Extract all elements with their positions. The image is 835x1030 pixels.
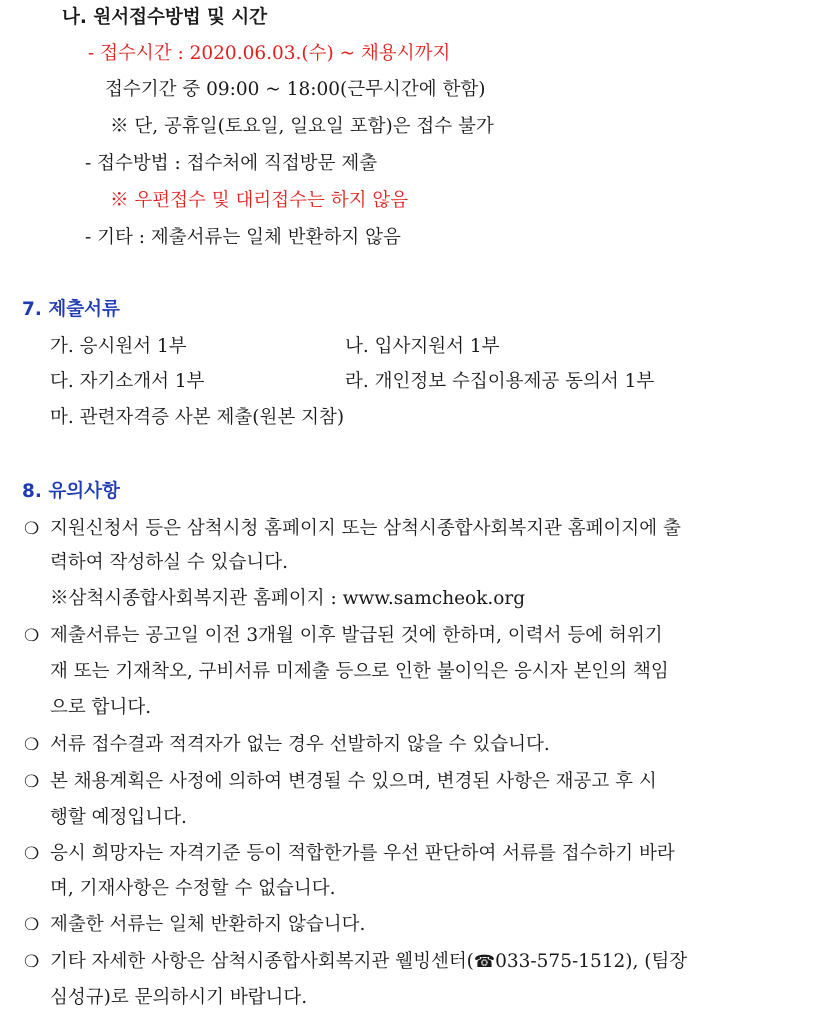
document-item: 가. 응시원서 1부 (50, 336, 187, 357)
note-text: 제출한 서류는 일체 반환하지 않습니다. (50, 914, 366, 935)
note-continuation: 력하여 작성하실 수 있습니다. (50, 552, 288, 573)
circle-bullet-icon: ❍ (24, 735, 40, 755)
circle-bullet-icon: ❍ (24, 772, 40, 792)
note-continuation: 행할 예정입니다. (50, 807, 187, 828)
note-item (24, 913, 365, 937)
section7-title: 7. 제출서류 (22, 299, 120, 320)
section8-title: 8. 유의사항 (22, 481, 120, 502)
circle-bullet-icon: ❍ (24, 952, 40, 972)
phone-icon: ☎ (473, 952, 496, 972)
reception-period-line: 접수기간 중 09:00 ~ 18:00(근무시간에 한함) (105, 79, 486, 100)
note-text: 지원신청서 등은 삼척시청 홈페이지 또는 삼척시종합사회복지관 홈페이지에 출 (50, 518, 681, 539)
note-text: 기타 자세한 사항은 삼척시종합사회복지관 웰빙센터( (50, 951, 474, 972)
note-continuation: 며, 기재사항은 수정할 수 없습니다. (50, 878, 336, 899)
document-item: 나. 입사지원서 1부 (345, 336, 500, 357)
circle-bullet-icon: ❍ (24, 844, 40, 864)
note-text: 응시 희망자는 자격기준 등이 적합한가를 우선 판단하여 서류를 접수하기 바라 (50, 843, 675, 864)
circle-bullet-icon: ❍ (24, 915, 40, 935)
note-continuation: 심성규)로 문의하시기 바랍니다. (50, 987, 308, 1008)
circle-bullet-icon: ❍ (24, 519, 40, 539)
note-item (24, 517, 681, 541)
reception-method-line: - 접수방법 : 접수처에 직접방문 제출 (85, 153, 378, 174)
document-item: 라. 개인정보 수집이용제공 동의서 1부 (345, 371, 655, 392)
note-text: 본 채용계획은 사정에 의하여 변경될 수 있으며, 변경된 사항은 재공고 후 시 (50, 771, 657, 792)
note-continuation: 재 또는 기재착오, 구비서류 미제출 등으로 인한 불이익은 응시자 본인의 책임 (50, 661, 669, 682)
note-text: 서류 접수결과 적격자가 없는 경우 선발하지 않을 수 있습니다. (50, 734, 550, 755)
holiday-note: ※ 단, 공휴일(토요일, 일요일 포함)은 접수 불가 (110, 116, 494, 137)
etc-line: - 기타 : 제출서류는 일체 반환하지 않음 (85, 227, 401, 248)
note-item (24, 842, 675, 866)
note-item (24, 733, 550, 757)
note-continuation: 으로 합니다. (50, 697, 152, 718)
mail-note: ※ 우편접수 및 대리접수는 하지 않음 (110, 190, 409, 211)
circle-bullet-icon: ❍ (24, 626, 40, 646)
reception-time-line: - 접수시간 : 2020.06.03.(수) ~ 채용시까지 (88, 43, 451, 64)
note-item (24, 624, 663, 648)
document-item: 다. 자기소개서 1부 (50, 371, 205, 392)
note-text: 제출서류는 공고일 이전 3개월 이후 발급된 것에 한하며, 이력서 등에 허위기 (50, 625, 663, 646)
section-na-title: 나. 원서접수방법 및 시간 (62, 7, 268, 28)
phone-number: 033-575-1512), (팀장 (495, 951, 688, 972)
document-item: 마. 관련자격증 사본 제출(원본 지참) (50, 407, 345, 428)
homepage-note: ※삼척시종합사회복지관 홈페이지 : www.samcheok.org (50, 588, 526, 609)
note-item (24, 770, 657, 794)
note-item (24, 950, 687, 974)
